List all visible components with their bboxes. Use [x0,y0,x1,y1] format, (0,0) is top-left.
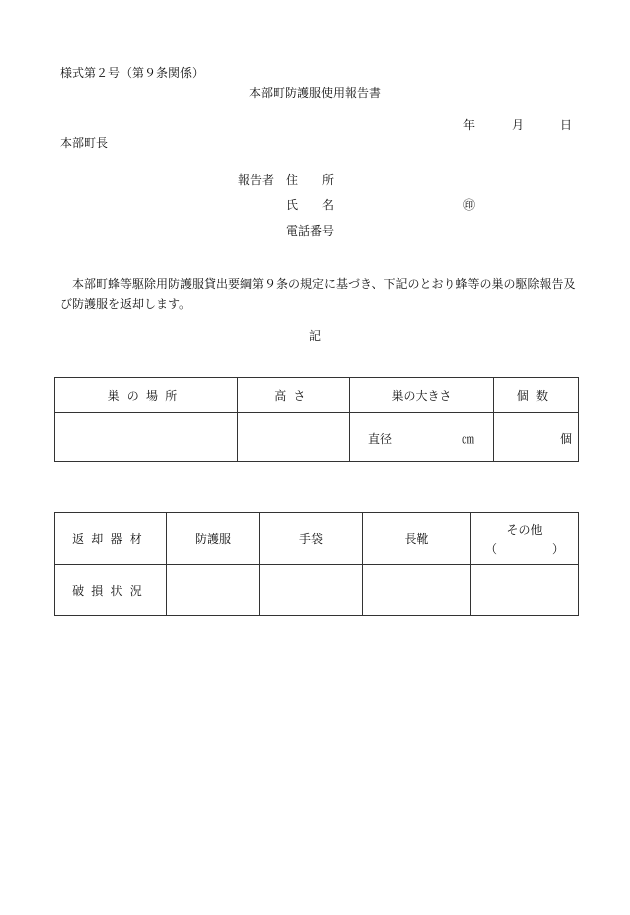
nest-size-cell[interactable] [350,413,494,462]
seal-mark: ㊞ [463,198,476,212]
nest-table-row [55,413,579,462]
return-table [54,512,579,616]
header-height: 高さ [238,378,350,413]
item-boots: 長靴 [363,513,471,565]
count-cell[interactable] [494,413,579,462]
item-other [471,513,579,565]
reporter-label: 報告者 [238,173,275,187]
date-day: 日 [560,118,573,132]
header-nest-location: 巣の場所 [55,378,238,413]
address-label: 住 所 [286,173,335,187]
body-text-line-2: び防護服を返却します。 [60,297,192,311]
cm-unit: ㎝ [462,432,475,446]
nest-table-header [55,378,579,413]
return-equipment-label: 返却器材 [55,513,167,565]
addressee: 本部町長 [60,136,109,150]
date-year: 年 [463,118,476,132]
damage-boots-cell[interactable] [363,565,471,616]
nest-location-cell[interactable] [55,413,238,462]
document-title: 本部町防護服使用報告書 [248,86,381,100]
form-number: 様式第２号（第９条関係） [60,66,205,80]
header-count: 個数 [494,378,579,413]
other-label: その他 [506,522,543,537]
date-month: 月 [512,118,525,132]
phone-label: 電話番号 [286,224,335,238]
count-unit: 個 [559,432,572,446]
damage-status-row [55,565,579,616]
damage-protective-suit-cell[interactable] [167,565,260,616]
item-gloves: 手袋 [260,513,363,565]
paren-open: （ [485,541,498,556]
diameter-label: 直径 [368,432,393,446]
item-protective-suit: 防護服 [167,513,260,565]
paren-close: ） [551,541,564,556]
ki-heading: 記 [308,329,321,343]
damage-status-label: 破損状況 [55,565,167,616]
height-cell[interactable] [238,413,350,462]
body-text-line-1: 本部町蜂等駆除用防護服貸出要綱第９条の規定に基づき、下記のとおり蜂等の巣の駆除報告及 [72,277,576,291]
header-nest-size: 巣の大きさ [350,378,494,413]
nest-table [54,377,579,462]
damage-gloves-cell[interactable] [260,565,363,616]
return-equipment-row [55,513,579,565]
damage-other-cell[interactable] [471,565,579,616]
name-label: 氏 名 [286,198,335,212]
